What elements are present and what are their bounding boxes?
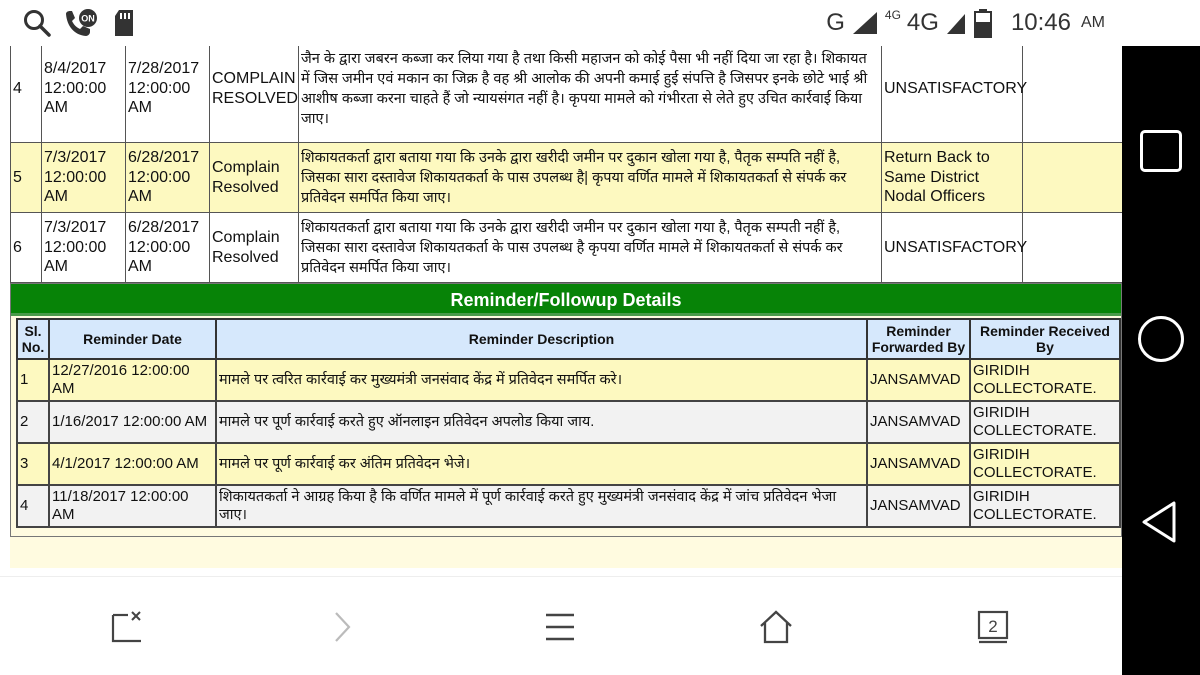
- reminder-title: Reminder/Followup Details: [11, 284, 1121, 316]
- search-icon[interactable]: [22, 8, 52, 38]
- reminder-table: [16, 318, 1121, 528]
- reminder-description: मामले पर त्वरित कार्रवाई कर मुख्यमंत्री जनसंवाद केंद्र में प्रतिवेदन समर्पित करे।: [216, 359, 867, 401]
- reminder-date: 1/16/2017 12:00:00 AM: [49, 401, 216, 443]
- reminder-sl: 4: [17, 485, 49, 527]
- tab-count: 2: [988, 617, 998, 636]
- web-content: [0, 46, 1122, 576]
- complaint-table: [10, 46, 1122, 283]
- table-row: [11, 213, 1123, 283]
- row-date2: 6/28/2017 12:00:00 AM: [126, 143, 210, 213]
- reminder-date: 4/1/2017 12:00:00 AM: [49, 443, 216, 485]
- reminder-sl: 2: [17, 401, 49, 443]
- row-date1: 8/4/2017 12:00:00 AM: [42, 46, 126, 143]
- header-date: Reminder Date: [49, 319, 216, 359]
- reminder-description: शिकायतकर्ता ने आग्रह किया है कि वर्णित मामले में पूर्ण कार्रवाई करते हुए मुख्यमंत्री जनसंवाद केंद्र में जांच प्रतिवेदन भेजा जाए।: [216, 485, 867, 527]
- network-label: G: [826, 9, 845, 36]
- reminder-date: 12/27/2016 12:00:00 AM: [49, 359, 216, 401]
- row-status: Complain Resolved: [210, 213, 299, 283]
- reminder-sl: 1: [17, 359, 49, 401]
- battery-icon: [973, 8, 993, 38]
- android-nav-bar: [1122, 46, 1200, 675]
- row-date1: 7/3/2017 12:00:00 AM: [42, 213, 126, 283]
- reminder-received-by: GIRIDIH COLLECTORATE.: [970, 359, 1120, 401]
- recents-square-icon[interactable]: [1140, 130, 1182, 172]
- clock-time: 10:46: [1010, 9, 1071, 36]
- network-4g-small: 4G: [884, 8, 901, 22]
- close-tab-icon[interactable]: [110, 609, 144, 645]
- row-extra: [1023, 46, 1123, 143]
- header-forwarded-by: Reminder Forwarded By: [867, 319, 970, 359]
- reminder-forwarded-by: JANSAMVAD: [867, 443, 970, 485]
- reminder-header-row: [17, 319, 1120, 359]
- row-extra: [1023, 143, 1123, 213]
- call-icon: [62, 8, 102, 38]
- header-received-by: Reminder Received By: [970, 319, 1120, 359]
- table-row: [11, 46, 1123, 143]
- reminder-received-by: GIRIDIH COLLECTORATE.: [970, 401, 1120, 443]
- reminder-forwarded-by: JANSAMVAD: [867, 359, 970, 401]
- report-panel: [10, 46, 1122, 568]
- reminder-sl: 3: [17, 443, 49, 485]
- status-right: [826, 0, 1105, 46]
- row-result: UNSATISFACTORY: [882, 213, 1023, 283]
- table-row: [17, 359, 1120, 401]
- reminder-received-by: GIRIDIH COLLECTORATE.: [970, 443, 1120, 485]
- clock-ampm: AM: [1081, 14, 1105, 31]
- home-icon[interactable]: [757, 609, 795, 645]
- table-row: [11, 143, 1123, 213]
- home-circle-icon[interactable]: [1138, 316, 1184, 362]
- forward-chevron-icon[interactable]: [330, 609, 354, 645]
- row-sl: 6: [11, 213, 42, 283]
- reminder-received-by: GIRIDIH COLLECTORATE.: [970, 485, 1120, 527]
- row-sl: 4: [11, 46, 42, 143]
- call-badge-text: ON: [81, 13, 95, 24]
- row-sl: 5: [11, 143, 42, 213]
- header-description: Reminder Description: [216, 319, 867, 359]
- row-description: शिकायतकर्ता द्वारा बताया गया कि उनके द्वारा खरीदी जमीन पर दुकान खोला गया है, पैतृक सम्पती नहीं है, जिसका सारा दस्तावेज शिकायतकर्ता के पास उपलब्ध है कृपया वर्णित मामले में शिकायतकर्ता से संपर्क कर प्रतिवेदन समर्पित किया जाए।: [299, 213, 882, 283]
- reminder-section: [10, 283, 1122, 537]
- menu-icon[interactable]: [543, 609, 577, 645]
- header-sl: Sl. No.: [17, 319, 49, 359]
- table-row: [17, 485, 1120, 527]
- signal-icon: [851, 10, 879, 36]
- back-triangle-icon[interactable]: [1138, 499, 1184, 545]
- row-status: COMPLAIN RESOLVED: [210, 46, 299, 143]
- reminder-forwarded-by: JANSAMVAD: [867, 485, 970, 527]
- row-result: UNSATISFACTORY: [882, 46, 1023, 143]
- browser-bottom-bar: [0, 576, 1122, 675]
- tabs-icon[interactable]: [975, 609, 1011, 645]
- table-row: [17, 401, 1120, 443]
- row-description: जैन के द्वारा जबरन कब्जा कर लिया गया है तथा किसी महाजन को कोई पैसा भी नहीं दिया जा रहा है। शिकायत में जिस जमीन एवं मकान का जिक्र है वह श्री आलोक की अपनी कमाई हुई संपत्ति है जिसपर इनके छोटे भाई श्री आशीष कब्जा करना चाहते हैं जो न्यायसंगत नहीं है। कृपया मामले को गंभीरता से लेते हुए उचित कार्रवाई किया जाए।: [299, 46, 882, 143]
- reminder-date: 11/18/2017 12:00:00 AM: [49, 485, 216, 527]
- network-4g-large: 4G: [906, 9, 939, 36]
- row-status: Complain Resolved: [210, 143, 299, 213]
- table-row: [17, 443, 1120, 485]
- row-date2: 6/28/2017 12:00:00 AM: [126, 213, 210, 283]
- row-date1: 7/3/2017 12:00:00 AM: [42, 143, 126, 213]
- status-bar: [0, 0, 1200, 46]
- reminder-description: मामले पर पूर्ण कार्रवाई करते हुए ऑनलाइन प्रतिवेदन अपलोड किया जाय.: [216, 401, 867, 443]
- row-date2: 7/28/2017 12:00:00 AM: [126, 46, 210, 143]
- reminder-description: मामले पर पूर्ण कार्रवाई कर अंतिम प्रतिवेदन भेजे।: [216, 443, 867, 485]
- signal-icon: [945, 10, 967, 36]
- row-description: शिकायतकर्ता द्वारा बताया गया कि उनके द्वारा खरीदी जमीन पर दुकान खोला गया है, पैतृक सम्पति नहीं है, जिसका सारा दस्तावेज शिकायतकर्ता के पास उपलब्ध है| कृपया वर्णित मामले में शिकायतकर्ता से संपर्क कर प्रतिवेदन समर्पित किया जाए।: [299, 143, 882, 213]
- reminder-forwarded-by: JANSAMVAD: [867, 401, 970, 443]
- row-result: Return Back to Same District Nodal Officers: [882, 143, 1023, 213]
- row-extra: [1023, 213, 1123, 283]
- sd-card-icon: [113, 8, 137, 38]
